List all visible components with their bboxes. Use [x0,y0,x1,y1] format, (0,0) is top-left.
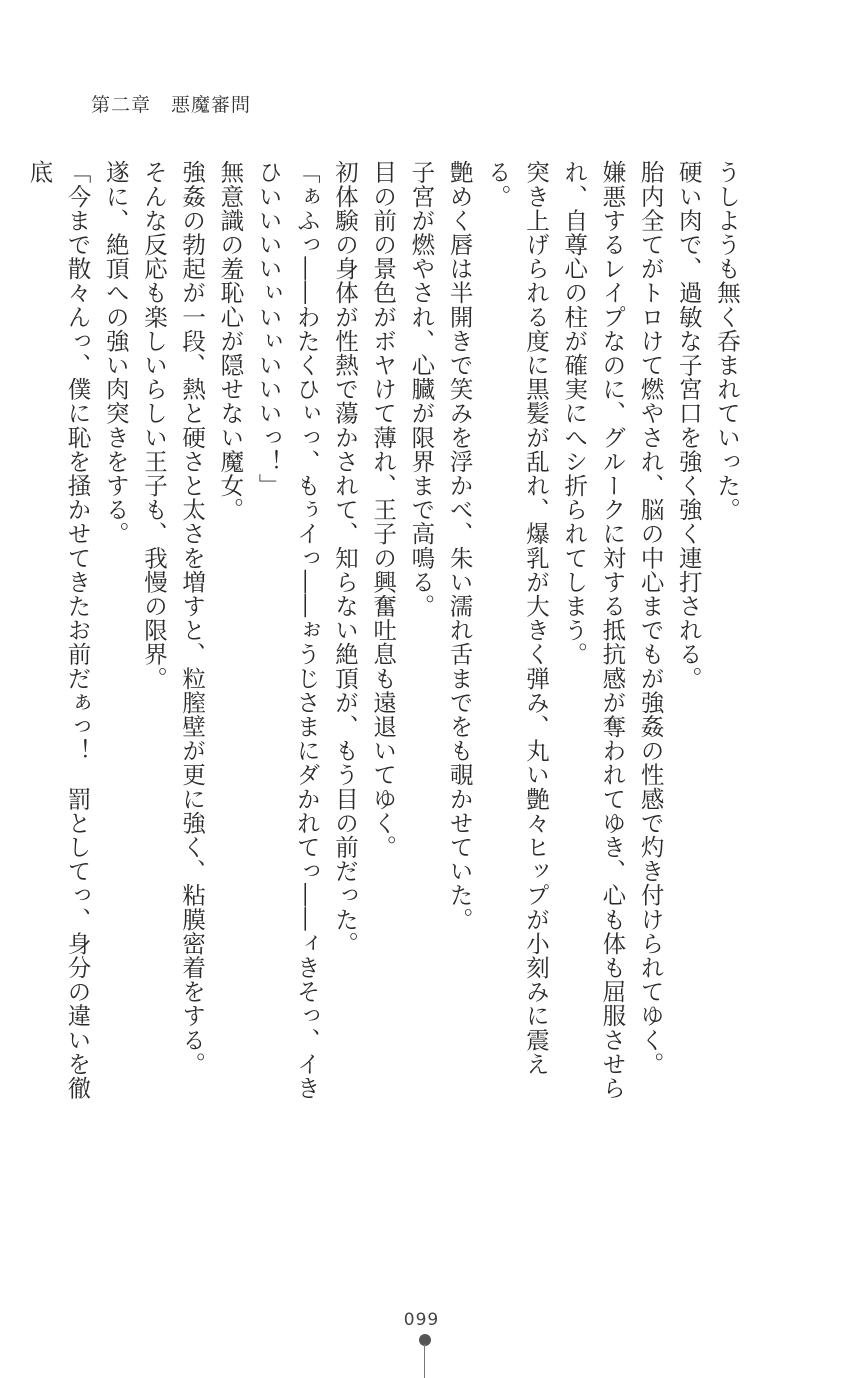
running-head-chapter-title: 第二章 悪魔審問 [91,94,252,116]
page-marker-icon [418,1334,432,1378]
paragraph: うしようも無く呑まれていった。 [713,160,741,522]
paragraph: 初体験の身体が性熱で蕩かされて、知らない絶頂が、もう目の前だった。 [330,160,359,956]
paragraph: 子宮が燃やされ、心臓が限界まで高鳴る。 [407,160,436,618]
paragraph: 突き上げられる度に黒髪が乱れ、爆乳が大きく弾み、丸い艶々ヒップが小刻みに震える。 [483,160,550,1076]
paragraph: 目の前の景色がボヤけて薄れ、王子の興奮吐息も遠退いてゆく。 [369,160,398,859]
paragraph: 「ぁふっ――わたくひぃっ、もぅイっ――ぉうじさまにダかれてっ――ィきそっ、イきひいいいいぃいぃいいいっ！」 [254,160,321,1100]
paragraph: 「今まで散々んっ、僕に恥を掻かせてきたお前だぁっ！ 罰としてっ、身分の違いを徹底 [25,160,92,1100]
paragraph: 無意識の羞恥心が隠せない魔女。 [216,160,245,522]
page-number: 099 [403,1310,440,1330]
paragraph: 胎内全てがトロけて燃やされ、脳の中心までもが強姦の性感で灼き付けられてゆく。 [636,160,665,1076]
paragraph: そんな反応も楽しいらしい王子も、我慢の限界。 [139,160,168,691]
vertical-body-text [25,160,746,1120]
page-marker-line [424,1344,425,1378]
paragraph: 強姦の勃起が一段、熱と硬さと太さを増すと、粒膣壁が更に強く、粘膜密着をする。 [178,160,207,1076]
paragraph: 遂に、絶頂への強い肉突きをする。 [101,160,130,546]
paragraph: 硬い肉で、過敏な子宮口を強く強く連打される。 [674,160,703,691]
paragraph: 嫌悪するレイプなのに、グルークに対する抵抗感が奪われてゆき、心も体も屈服させられ、自尊心の柱が確実にへシ折られてしまう。 [560,160,627,1100]
page-marker-dot [419,1334,431,1346]
paragraph: 艶めく唇は半開きで笑みを浮かべ、朱い濡れ舌までをも覗かせていた。 [445,160,474,932]
